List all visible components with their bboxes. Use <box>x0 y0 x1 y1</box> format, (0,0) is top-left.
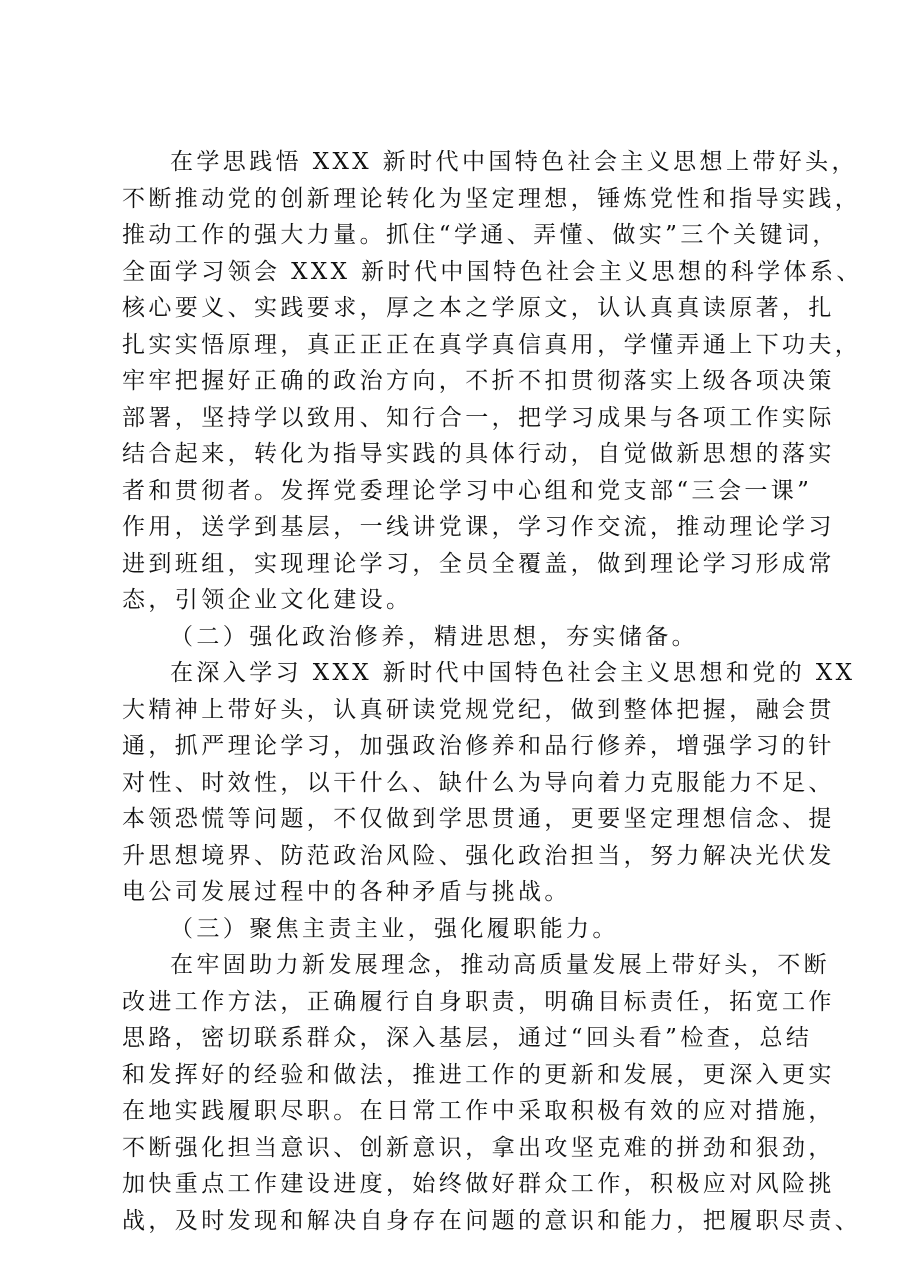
text-line: 牢牢把握好正确的政治方向，不折不扣贯彻落实上级各项决策 <box>122 368 835 394</box>
text-line: 核心要义、实践要求，厚之本之学原文，认认真真读原著，扎 <box>122 295 835 321</box>
text-line: 进到班组，实现理论学习，全员全覆盖，做到理论学习形成常 <box>122 550 835 577</box>
paragraph-political-cultivation <box>122 655 856 911</box>
heading-line: （三）聚焦主责主业，强化履职能力。 <box>170 915 619 942</box>
text-line: 加快重点工作建设进度，始终做好群众工作，积极应对风险挑 <box>122 1171 835 1197</box>
text-line: 扎实实悟原理，真正正正在真学真信真用，学懂弄通上下功夫， <box>122 331 862 358</box>
text-line: 在学思践悟 XXX 新时代中国特色社会主义思想上带好头， <box>170 149 858 175</box>
text-line: 大精神上带好头，认真研读党规党纪，做到整体把握，融会贯 <box>122 696 835 723</box>
text-line: 作用，送学到基层，一线讲党课，学习作交流，推动理论学习 <box>122 514 835 540</box>
text-line: 推动工作的强大力量。抓住“学通、弄懂、做实”三个关键词， <box>122 222 839 248</box>
text-line: 和发挥好的经验和做法，推进工作的更新和发展，更深入更实 <box>122 1061 835 1088</box>
text-line: 战，及时发现和解决自身存在问题的意识和能力，把履职尽责、 <box>122 1207 862 1234</box>
text-line: 通，抓严理论学习，加强政治修养和品行修养，增强学习的针 <box>122 733 835 759</box>
text-line: 改进工作方法，正确履行自身职责，明确目标责任，拓宽工作 <box>122 988 835 1015</box>
text-line: 本领恐慌等问题，不仅做到学思贯通，更要坚定理想信念、提 <box>122 806 835 832</box>
paragraph-duty-performance <box>122 947 862 1239</box>
text-line: 态，引领企业文化建设。 <box>122 587 413 613</box>
text-line: 对性、时效性，以干什么、缺什么为导向着力克服能力不足、 <box>122 769 835 796</box>
text-line: 全面学习领会 XXX 新时代中国特色社会主义思想的科学体系、 <box>122 258 863 285</box>
text-line: 在牢固助力新发展理念，推动高质量发展上带好头，不断 <box>170 952 830 978</box>
text-line: 不断推动党的创新理论转化为坚定理想，锤炼党性和指导实践， <box>122 185 862 212</box>
text-line: 不断强化担当意识、创新意识，拿出攻坚克难的拼劲和狠劲， <box>122 1134 835 1161</box>
text-line: 思路，密切联系群众，深入基层，通过“回头看”检查，总结 <box>122 1025 813 1051</box>
section-heading-two <box>122 619 803 656</box>
section-heading-three <box>122 911 803 948</box>
text-line: 在地实践履职尽职。在日常工作中采取积极有效的应对措施， <box>122 1098 835 1124</box>
text-line: 部署，坚持学以致用、知行合一，把学习成果与各项工作实际 <box>122 404 835 431</box>
text-line: 者和贯彻者。发挥党委理论学习中心组和党支部“三会一课” <box>122 477 813 504</box>
text-line: 升思想境界、防范政治风险、强化政治担当，努力解决光伏发 <box>122 842 835 869</box>
heading-line: （二）强化政治修养，精进思想，夯实储备。 <box>170 623 698 650</box>
text-line: 结合起来，转化为指导实践的具体行动，自觉做新思想的落实 <box>122 441 835 467</box>
document-page <box>122 144 863 1239</box>
text-line: 电公司发展过程中的各种矛盾与挑战。 <box>122 879 571 905</box>
text-line: 在深入学习 XXX 新时代中国特色社会主义思想和党的 XX <box>170 660 856 686</box>
paragraph-study-thought <box>122 144 863 619</box>
